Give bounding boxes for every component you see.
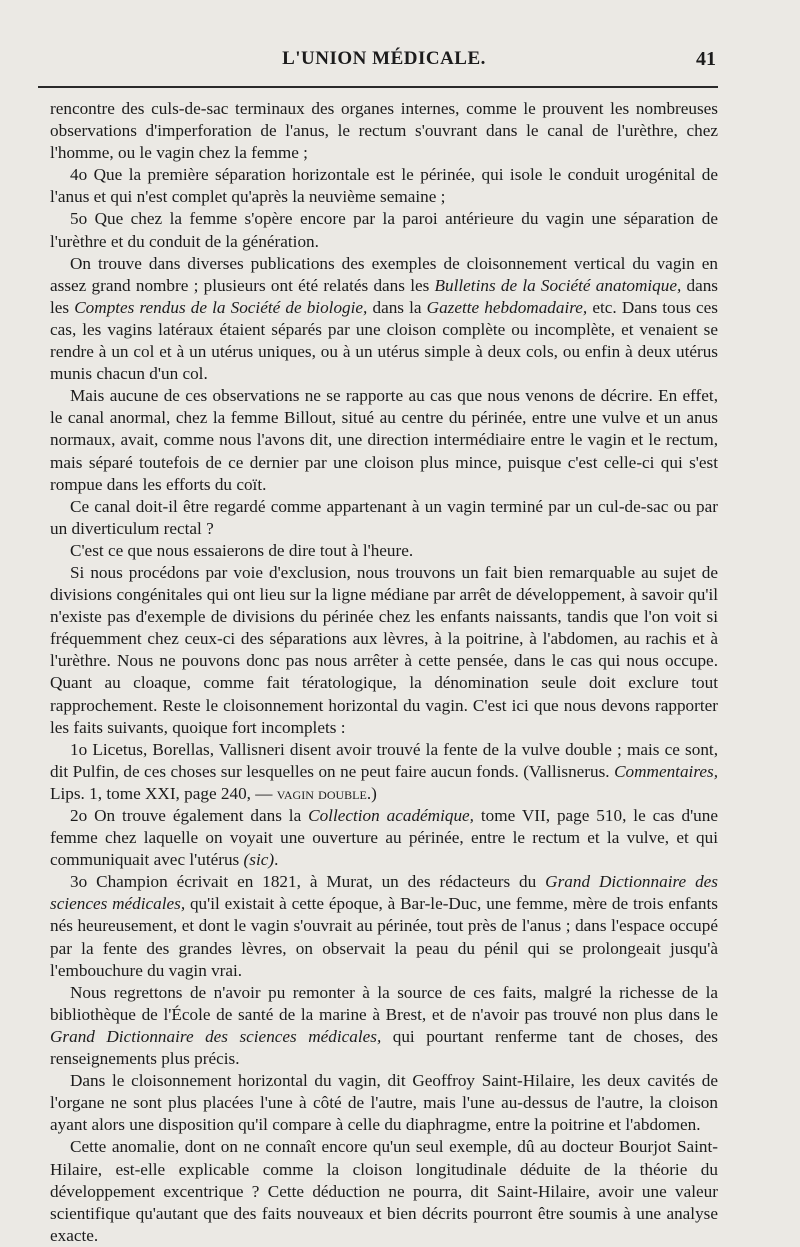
paragraph xyxy=(50,562,718,739)
text-segment: qu'il existait à cette époque, à Bar-le-Duc, une femme, mère de trois enfants nés heureusement, et dont le vagin s'ouvrait au périnée, tout près de l'anus ; dans l'espace occupé par la fente des grandes lèvres, on observait la peau du pénil qui se prolongeait jusqu'à l'embouchure du vagin vrai. xyxy=(50,894,718,980)
article-body xyxy=(50,98,718,1247)
italic-citation: Bulletins de la Société anatomique, xyxy=(434,275,682,295)
text-segment: C'est ce que nous essaierons de dire tout à l'heure. xyxy=(70,540,414,560)
text-segment: etc. Dans tous ces cas, les vagins latéraux étaient séparés par une cloison complète ou incomplète, et venaient se rendre à un col et à un utérus uniques, ou à un utérus simple à deux cols, ou enfin à deux utérus munis chacun d'un col. xyxy=(50,297,718,384)
paragraph xyxy=(50,1070,718,1136)
paragraph xyxy=(50,982,718,1070)
italic-citation: Commentaires, xyxy=(614,761,718,781)
paragraph xyxy=(50,540,718,562)
text-segment: tome VII, page 510, le cas d'une femme chez laquelle on voyait une ouverture au périnée, entre le rectum et la vulve, et qui communiquait avec l'utérus xyxy=(50,806,718,870)
text-segment: 2o On trouve également dans la xyxy=(70,806,309,825)
text-segment: 1o Licetus, Borellas, Vallisneri disent avoir trouvé la fente de la vulve double ; mais ce sont, dit Pulfin, de ces choses sur lesquelles on ne peut faire aucun fonds. (Vallisnerus. xyxy=(50,739,718,781)
paragraph xyxy=(50,253,718,386)
paragraph xyxy=(50,1136,718,1246)
text-segment: Mais aucune de ces observations ne se rapporte au cas que nous venons de décrire. En effet, le canal anormal, chez la femme Billout, situé au centre du périnée, entre une vulve et un anus normaux, avait, comme nous l'avons dit, une direction intermédiaire entre le vagin et le rectum, mais séparé toutefois de ce dernier par une cloison plus mince, puisque c'est celle-ci qui s'est rompue dans les efforts du coït. xyxy=(50,386,718,494)
text-segment: On trouve dans diverses publications des exemples de cloisonnement vertical du vagin en assez grand nombre ; plusieurs ont été relatés dans les xyxy=(50,253,718,295)
paragraph xyxy=(50,496,718,540)
text-segment: Lips. 1, tome XXI, page 240, — xyxy=(50,783,277,803)
page-number: 41 xyxy=(696,48,716,70)
text-segment: dans les xyxy=(50,275,718,317)
italic-citation: Gazette hebdomadaire, xyxy=(426,297,588,317)
text-segment: . xyxy=(274,850,279,870)
text-segment: dans la xyxy=(367,297,427,317)
italic-citation: Grand Dictionnaire des sciences médicales, xyxy=(50,872,718,914)
paragraph xyxy=(50,871,718,981)
paragraph xyxy=(50,98,718,164)
journal-title: L'UNION MÉDICALE. xyxy=(282,48,486,69)
running-head xyxy=(52,48,716,76)
text-segment: 3o Champion écrivait en 1821, à Murat, un des rédacteurs du xyxy=(70,872,546,892)
text-segment: Nous regrettons de n'avoir pu remonter à la source de ces faits, malgré la richesse de la bibliothèque de l'École de santé de la marine à Brest, et de n'avoir pas trouvé non plus dans le xyxy=(50,982,718,1024)
italic-citation: Collection académique, xyxy=(308,806,474,825)
text-segment: qui pourtant renferme tant de choses, des renseignements plus précis. xyxy=(50,1026,718,1069)
text-segment: Cette anomalie, dont on ne connaît encore qu'un seul exemple, dû au docteur Bourjot Saint-Hilaire, est-elle explicable comme la cloison longitudinale déduite de la théorie du développement excentrique ? Cette déduction ne pourra, dit Saint-Hilaire, avoir une valeur scientifique qu'autant que des faits nouveaux et bien décrits pourront être soumis à une analyse exacte. xyxy=(50,1137,718,1245)
text-segment: Ce canal doit-il être regardé comme appartenant à un vagin terminé par un cul-de-sac ou par un diverticulum rectal ? xyxy=(50,496,718,538)
italic-citation: (sic) xyxy=(243,850,275,870)
paragraph xyxy=(50,208,718,252)
small-caps-text: vagin double xyxy=(276,783,367,803)
italic-citation: Grand Dictionnaire des sciences médicales, xyxy=(50,1026,382,1046)
text-segment: 5o Que chez la femme s'opère encore par la paroi antérieure du vagin une séparation de l'urèthre et du conduit de la génération. xyxy=(50,209,718,251)
italic-citation: Comptes rendus de la Société de biologie, xyxy=(74,297,368,317)
paragraph xyxy=(50,805,718,871)
paragraph xyxy=(50,164,718,208)
paragraph xyxy=(50,739,718,805)
text-segment: 4o Que la première séparation horizontale est le périnée, qui isole le conduit urogénital de l'anus et qui n'est complet qu'après la neuvième semaine ; xyxy=(50,165,718,207)
text-segment: Si nous procédons par voie d'exclusion, nous trouvons un fait bien remarquable au sujet de divisions congénitales qui ont lieu sur la ligne médiane par arrêt de développement, à savoir qu'il n'existe pas d'exemple de divisions du périnée chez les enfants naissants, tandis que l'on voit si fréquemment chez ceux-ci des séparations aux lèvres, à la poitrine, à l'abdomen, au rachis et à l'urèthre. Nous ne pouvons donc pas nous arrêter à cette pensée, dans le cas qui nous occupe. Quant au cloaque, comme fait tératologique, la dénomination seule doit exclure tout rapprochement. Reste le cloisonnement horizontal du vagin. C'est ici que nous devons rapporter les faits suivants, quoique fort incomplets : xyxy=(50,562,718,737)
header-rule xyxy=(38,86,718,88)
text-segment: Dans le cloisonnement horizontal du vagin, dit Geoffroy Saint-Hilaire, les deux cavités de l'organe ne sont plus placées l'une à côté de l'autre, mais l'une au-dessus de l'autre, la cloison ayant alors une disposition qu'il compare à celle du diaphragme, entre la poitrine et l'abdomen. xyxy=(50,1071,718,1135)
text-segment: rencontre des culs-de-sac terminaux des organes internes, comme le prouvent les nombreuses observations d'imperforation de l'anus, le rectum s'ouvrant dans le canal de l'urèthre, chez l'homme, ou le vagin chez la femme ; xyxy=(50,99,718,163)
paragraph xyxy=(50,385,718,495)
text-segment: .) xyxy=(366,783,377,803)
